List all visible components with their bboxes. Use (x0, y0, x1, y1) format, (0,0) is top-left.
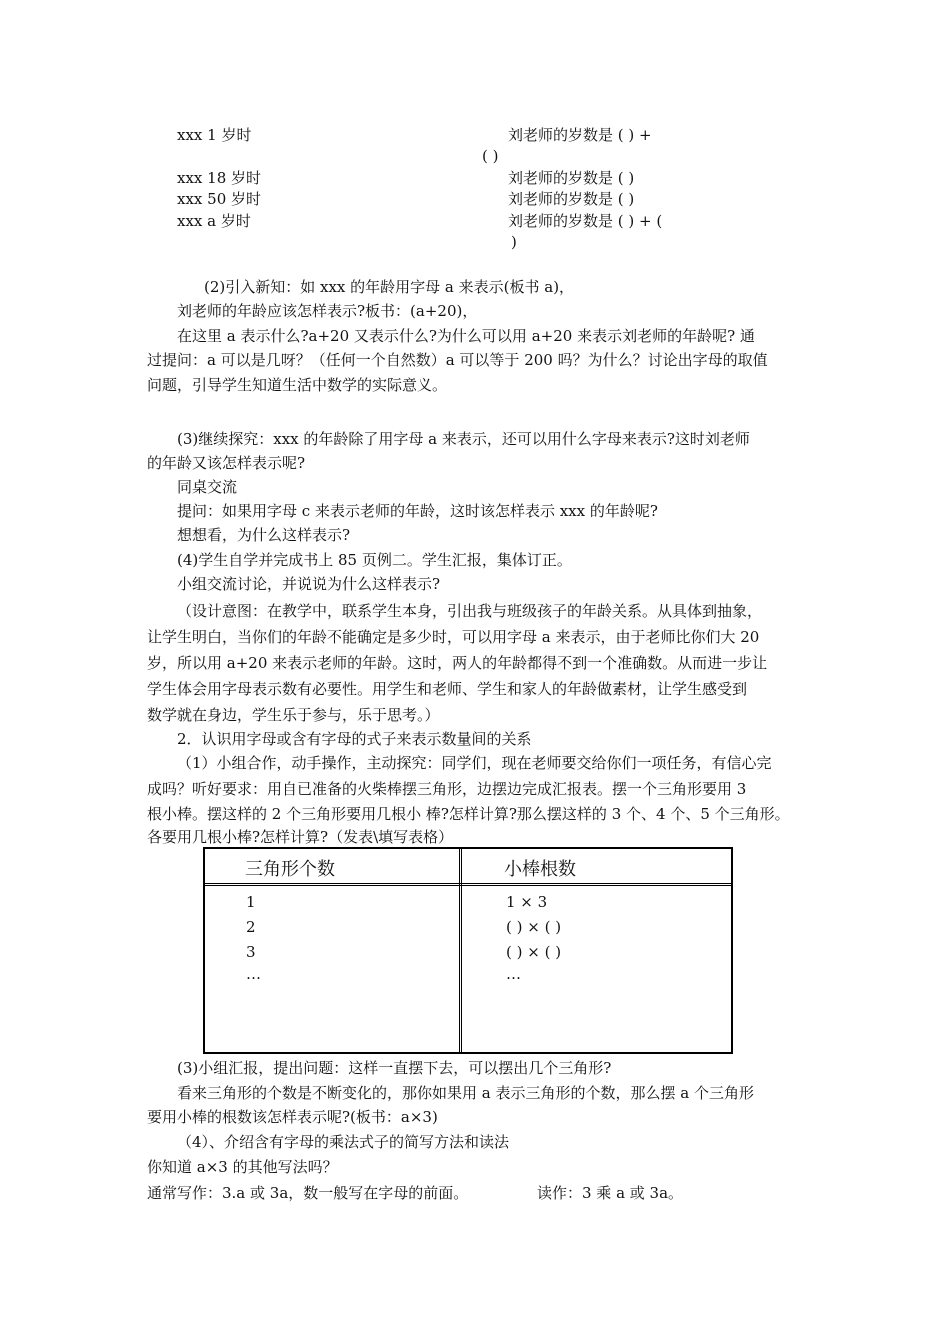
table-cell-count: 3 (246, 943, 256, 961)
table-cell-sticks: ( ) × ( ) (506, 943, 562, 961)
para-report: (3)小组汇报，提出问题：这样一直摆下去，可以摆出几个三角形? (177, 1059, 612, 1077)
table-header-divider (205, 883, 731, 886)
para-question-1: 在这里 a 表示什么?a+20 又表示什么?为什么可以用 a+20 来表示刘老师的年龄呢? 通 (177, 327, 755, 345)
table-header-triangles: 三角形个数 (245, 859, 335, 880)
age-row-1-cont: ( ) (482, 147, 499, 165)
age-row-4-right: 刘老师的岁数是 ( ) + ( (508, 212, 663, 230)
para-deskmate: 同桌交流 (177, 478, 238, 496)
age-row-1-right: 刘老师的岁数是 ( ) + (508, 126, 652, 144)
table-column-divider (459, 849, 462, 1052)
para-variable-1: 看来三角形的个数是不断变化的，那你如果用 a 表示三角形的个数，那么摆 a 个三角形 (177, 1084, 754, 1102)
para-new-knowledge: (2)引入新知：如 xxx 的年龄用字母 a 来表示(板书 a)， (204, 278, 575, 296)
age-row-1-left: xxx 1 岁时 (177, 126, 252, 144)
para-usual-writing: 通常写作：3.a 或 3a，数一般写在字母的前面。 (147, 1184, 469, 1202)
section-heading-2: 2．认识用字母或含有字母的式子来表示数量间的关系 (177, 730, 532, 748)
para-board-a20: 刘老师的年龄应该怎样表示?板书：(a+20)， (177, 302, 478, 320)
table-cell-sticks: 1 × 3 (506, 893, 548, 911)
para-group-work-2: 成吗？听好要求：用自已准备的火柴棒摆三角形，边摆边完成汇报表。摆一个三角形要用 3 (147, 780, 747, 798)
para-group-work-3: 根小棒。摆这样的 2 个三角形要用几根小 棒?怎样计算?那么摆这样的 3 个、4 个、5 个三角形。 (147, 805, 790, 823)
table-cell-sticks: … (506, 965, 521, 983)
age-row-4-cont: ) (511, 233, 517, 251)
para-explore-1: (3)继续探究：xxx 的年龄除了用字母 a 来表示，还可以用什么字母来表示?这时刘老师 (177, 430, 750, 448)
table-cell-count: 1 (246, 893, 256, 911)
para-other-writing: 你知道 a×3 的其他写法吗？ (147, 1158, 338, 1176)
age-row-4-left: xxx a 岁时 (177, 212, 251, 230)
para-ask-c: 提问：如果用字母 c 来表示老师的年龄，这时该怎样表示 xxx 的年龄呢? (177, 502, 658, 520)
para-group-work-4: 各要用几根小棒?怎样计算?（发表\填写表格） (147, 828, 454, 846)
para-question-3: 问题，引导学生知道生活中数学的实际意义。 (147, 376, 448, 394)
para-design-2: 让学生明白，当你们的年龄不能确定是多少时，可以用字母 a 来表示，由于老师比你们大 20 (147, 628, 760, 646)
para-design-5: 数学就在身边，学生乐于参与，乐于思考。） (147, 706, 440, 724)
table-cell-sticks: ( ) × ( ) (506, 918, 562, 936)
para-design-3: 岁，所以用 a+20 来表示老师的年龄。这时，两人的年龄都得不到一个准确数。从而进一步让 (147, 654, 768, 672)
stick-table (203, 847, 733, 1054)
table-cell-count: … (246, 965, 261, 983)
para-think: 想想看，为什么这样表示? (177, 526, 351, 544)
para-group-work-1: （1）小组合作，动手操作，主动探究：同学们，现在老师要交给你们一项任务，有信心完 (177, 754, 772, 772)
para-design-1: （设计意图：在教学中，联系学生本身，引出我与班级孩子的年龄关系。从具体到抽象， (177, 602, 763, 620)
para-design-4: 学生体会用字母表示数有必要性。用学生和老师、学生和家人的年龄做素材，让学生感受到 (147, 680, 748, 698)
age-row-2-left: xxx 18 岁时 (177, 169, 262, 187)
para-intro-notation: （4）、介绍含有字母的乘法式子的简写方法和读法 (177, 1133, 510, 1151)
para-variable-2: 要用小棒的根数该怎样表示呢?(板书：a×3) (147, 1108, 438, 1126)
age-row-2-right: 刘老师的岁数是 ( ) (508, 169, 635, 187)
para-reading: 读作：3 乘 a 或 3a。 (537, 1184, 684, 1202)
age-row-3-left: xxx 50 岁时 (177, 190, 262, 208)
table-header-sticks: 小棒根数 (504, 859, 576, 880)
age-row-3-right: 刘老师的岁数是 ( ) (508, 190, 635, 208)
table-cell-count: 2 (246, 918, 256, 936)
para-self-study: (4)学生自学并完成书上 85 页例二。学生汇报，集体订正。 (177, 551, 572, 569)
para-question-2: 过提问：a 可以是几呀？（任何一个自然数）a 可以等于 200 吗？为什么？讨论出字母的取值 (147, 351, 768, 369)
para-explore-2: 的年龄又该怎样表示呢? (147, 454, 306, 472)
para-group-discuss: 小组交流讨论，并说说为什么这样表示? (177, 575, 441, 593)
